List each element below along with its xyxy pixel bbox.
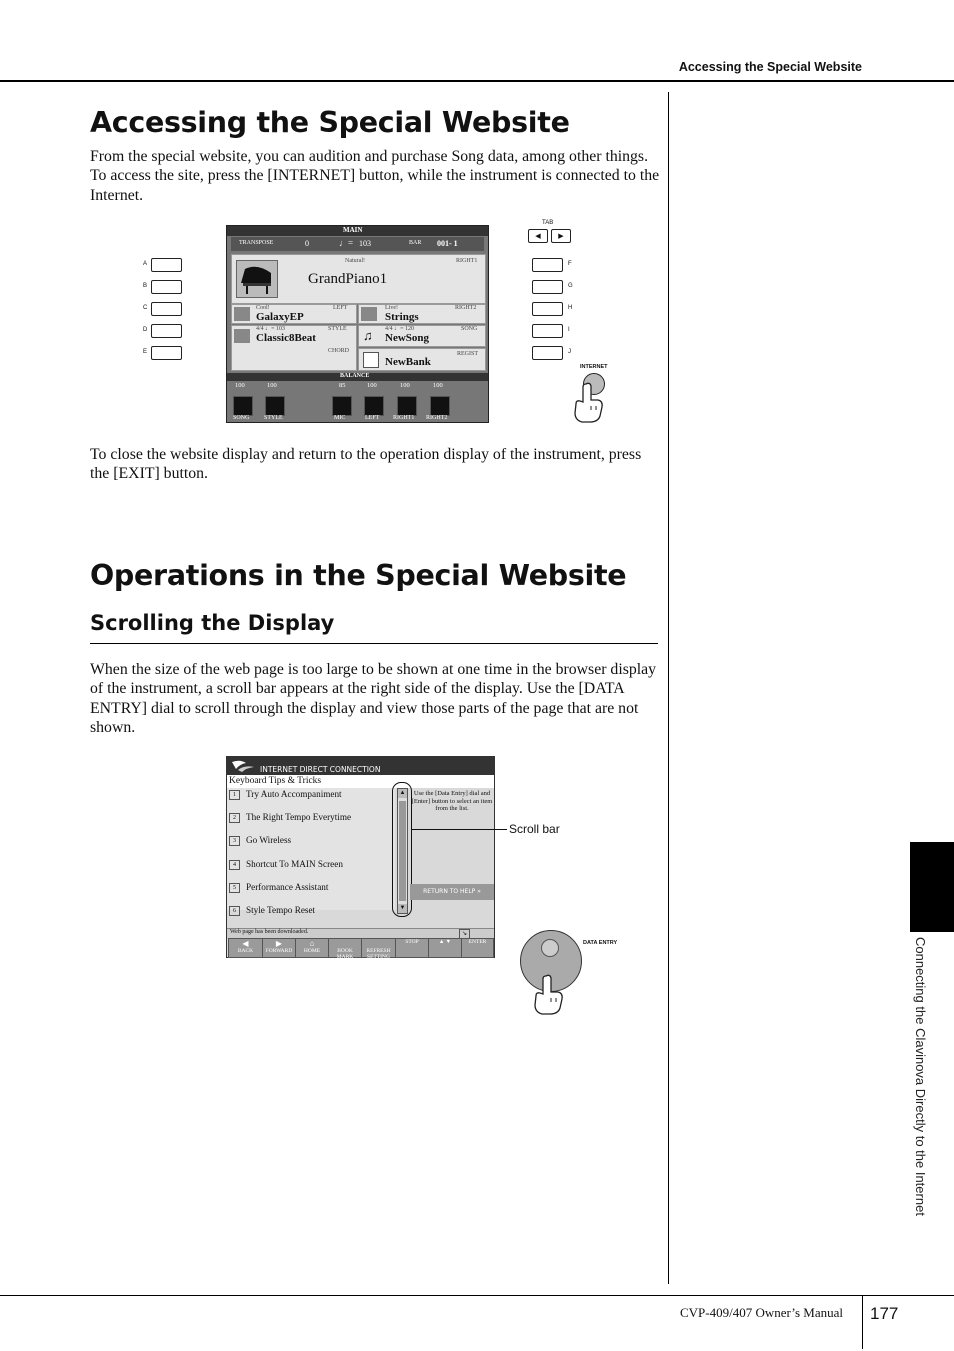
balance-label: BALANCE [340,373,370,379]
balance-value-left: 100 [367,382,377,389]
pointing-hand-icon [568,380,608,429]
right2-voice-name: Strings [385,311,419,323]
stop-button[interactable]: STOP [395,938,429,958]
fader-mic[interactable] [332,396,352,416]
main-display-screen [226,225,489,423]
button-letter-h: H [568,305,573,311]
data-entry-label: DATA ENTRY [583,940,618,946]
strings-icon [361,307,377,321]
quarter-note-icon: ♩= [339,238,354,248]
fader-right2[interactable] [430,396,450,416]
song-name: NewSong [385,332,430,344]
section-title-operations: Operations in the Special Website [90,559,627,592]
callout-line [411,829,507,830]
button-d[interactable] [151,324,182,338]
scroll-up-icon[interactable]: ▲ [399,790,406,796]
regist-name: NewBank [385,356,431,368]
list-item[interactable]: 6 Style Tempo Reset [229,905,399,919]
column-rule [668,92,669,1284]
bar-value: 001- 1 [437,239,458,248]
internet-label: INTERNET [580,364,608,370]
button-e[interactable] [151,346,182,360]
resize-icon: ↘ [459,929,470,939]
button-letter-b: B [143,283,148,289]
style-meta: 4/4 ♩= 103 [256,326,286,332]
browser-title: INTERNET DIRECT CONNECTION [260,765,381,774]
button-i[interactable] [532,324,563,338]
regist-label: REGIST [457,351,478,357]
button-f[interactable] [532,258,563,272]
registration-icon [363,352,379,368]
right2-voice-category: Live! [385,305,398,311]
regist-panel[interactable] [358,348,486,371]
button-g[interactable] [532,280,563,294]
status-text: Web page has been downloaded. [230,929,309,935]
button-letter-a: A [143,261,148,267]
back-button[interactable]: ◀ BACK [228,938,263,958]
button-letter-c: C [143,305,148,311]
button-letter-g: G [568,283,573,289]
fader-left[interactable] [364,396,384,416]
bottom-label-style: STYLE [264,415,283,421]
left-label: LEFT [333,305,348,311]
pointing-hand-icon [528,972,568,1021]
button-letter-f: F [568,261,572,267]
left-voice-category: Cool! [256,305,270,311]
bottom-label-mic: MIC [334,415,346,421]
style-name: Classic8Beat [256,332,316,344]
paragraph-close-website: To close the website display and return to the operation display of the instrument, press the [EXIT] button. [90,446,642,483]
refresh-setting-button[interactable]: REFRESH SETTING [361,938,396,958]
left-voice-panel[interactable] [231,304,357,324]
running-head: Accessing the Special Website [678,60,862,74]
scroll-bar-highlight [392,782,412,917]
item-list [227,788,395,915]
page-number: 177 [870,1304,899,1323]
internet-logo-icon [230,759,256,773]
help-text: Use the [Data Entry] dial and [Enter] button to select an item from the list. [411,790,493,812]
dial-knob [541,939,559,957]
button-letter-j: J [568,349,571,355]
balance-value-mic: 85 [339,382,346,389]
tab-label: TAB [542,220,554,226]
electric-piano-icon [234,307,250,321]
list-item[interactable]: 5 Performance Assistant [229,882,399,896]
internet-browser-screen [226,756,495,958]
right2-voice-panel[interactable] [358,304,486,324]
style-icon [234,329,250,343]
subsection-rule [90,643,658,644]
fader-style[interactable] [265,396,285,416]
tempo-value: 103 [359,239,371,248]
music-note-icon: ♫ [363,328,373,343]
main-voice-panel[interactable] [231,254,486,304]
section-title-accessing: Accessing the Special Website [90,106,570,139]
button-a[interactable] [151,258,182,272]
button-j[interactable] [532,346,563,360]
button-letter-e: E [143,349,148,355]
subsection-title-scrolling: Scrolling the Display [90,611,335,635]
enter-button[interactable]: ENTER [461,938,494,958]
bottom-label-right1: RIGHT1 [393,415,415,421]
home-button[interactable]: ⌂ HOME [295,938,329,958]
bar-label: BAR [409,240,422,246]
song-panel[interactable] [358,325,486,347]
list-item[interactable]: 1 Try Auto Accompaniment [229,789,399,803]
tab-left-button[interactable]: ◀ [528,229,548,243]
list-item[interactable]: 4 Shortcut To MAIN Screen [229,859,399,873]
balance-value-right2: 100 [433,382,443,389]
main-voice-category: Natural! [345,258,365,264]
left-button-group [140,258,190,368]
right-button-group [532,258,582,368]
left-voice-name: GalaxyEP [256,311,304,323]
song-label: SONG [461,326,478,332]
return-to-help-button[interactable]: RETURN TO HELP » [410,884,494,900]
transpose-value: 0 [305,239,309,248]
style-label: STYLE [328,326,347,332]
button-letter-i: I [568,327,570,333]
page-heading: Keyboard Tips & Tricks [229,776,322,786]
button-h[interactable] [532,302,563,316]
footer-rule [0,1295,954,1296]
grand-piano-icon [236,260,278,298]
fader-song[interactable] [233,396,253,416]
main-voice-name: GrandPiano1 [308,271,388,287]
scroll-bar-callout: Scroll bar [509,822,560,836]
paragraph-scrolling: When the size of the web page is too large to be shown at one time in the browser display of the instrument, a scroll bar appears at the right side of the display. Use the [DATA ENTRY] dial to scroll through the display and view those parts of the page that are not shown. [90,661,657,736]
balance-value-style: 100 [267,382,277,389]
bottom-label-left: LEFT [365,415,380,421]
scroll-down-icon[interactable]: ▼ [399,905,406,911]
balance-value-right1: 100 [400,382,410,389]
balance-value-song: 100 [235,382,245,389]
header-rule [0,80,954,82]
chapter-tab [910,842,954,932]
style-panel[interactable] [231,325,357,371]
footer-divider [862,1295,863,1349]
button-c[interactable] [151,302,182,316]
button-b[interactable] [151,280,182,294]
paragraph-access-intro: From the special website, you can audition and purchase Song data, among other things. To access the site, press the [INTERNET] button, while the instrument is connected to the Internet. [90,148,660,204]
forward-button[interactable]: ▶ FORWARD [262,938,296,958]
song-meta: 4/4 ♩= 120 [385,326,415,332]
chord-label: CHORD [328,348,350,354]
right1-label: RIGHT1 [456,258,478,264]
bottom-label-right2: RIGHT2 [426,415,448,421]
list-item[interactable]: 2 The Right Tempo Everytime [229,812,399,826]
transpose-label: TRANSPOSE [239,240,274,246]
up-down-button[interactable]: ▲ ▼ [428,938,462,958]
footer-manual-title: CVP-409/407 Owner’s Manual [680,1305,843,1320]
chapter-tab-label: Connecting the Clavinova Directly to the Internet [913,937,928,1216]
button-letter-d: D [143,327,148,333]
list-item[interactable]: 3 Go Wireless [229,835,399,849]
right2-label: RIGHT2 [455,305,477,311]
fader-right1[interactable] [397,396,417,416]
bookmark-button[interactable]: BOOK MARK [328,938,362,958]
bottom-label-song: SONG [233,415,250,421]
main-label: MAIN [343,226,363,234]
tab-right-button[interactable]: ▶ [551,229,571,243]
